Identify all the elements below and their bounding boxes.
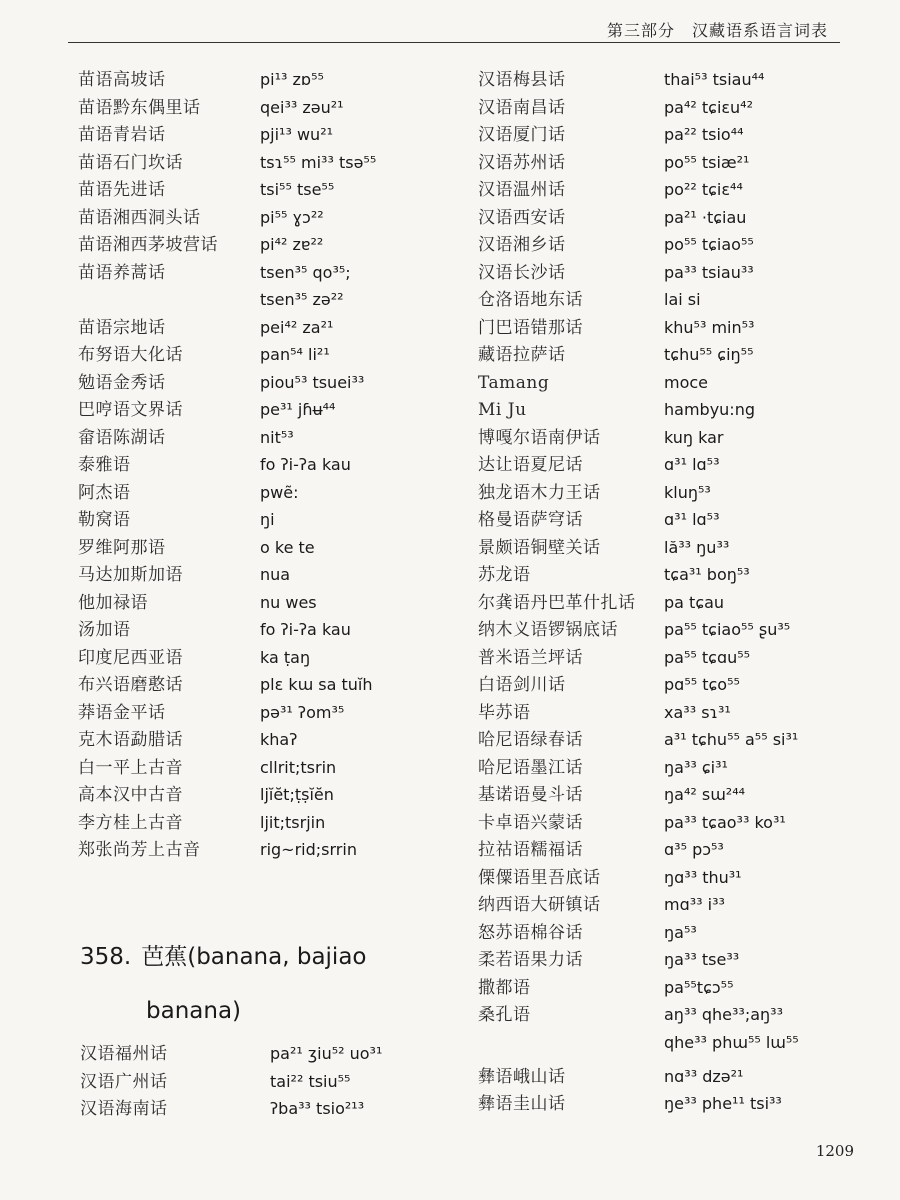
language-name: 勉语金秀话 bbox=[78, 372, 166, 393]
language-name: 苗语湘西茅坡营话 bbox=[78, 235, 218, 255]
language-name: 怒苏语棉谷话 bbox=[478, 922, 583, 943]
entry-row bbox=[478, 891, 858, 919]
word-form: pa⁴² tɕiɛu⁴² bbox=[664, 97, 754, 117]
word-form: ka ṭaŋ bbox=[260, 647, 311, 667]
entry-row bbox=[78, 424, 478, 452]
entry-row bbox=[478, 561, 858, 589]
entry-row bbox=[478, 204, 858, 232]
language-name: Tamang bbox=[478, 372, 550, 393]
word-form: piou⁵³ tsuei³³ bbox=[260, 372, 365, 392]
entry-row bbox=[478, 1029, 858, 1063]
word-form: tɕhu⁵⁵ ɕiŋ⁵⁵ bbox=[664, 345, 754, 364]
entry-row bbox=[78, 479, 478, 507]
word-form: hambyu:ng bbox=[664, 400, 755, 419]
word-form: pa⁵⁵tɕɔ⁵⁵ bbox=[664, 977, 734, 997]
entry-row bbox=[78, 836, 478, 864]
entry-row bbox=[78, 341, 478, 369]
language-name: 高本汉中古音 bbox=[78, 785, 183, 805]
word-form: nu wes bbox=[260, 592, 317, 612]
entry-row bbox=[478, 864, 858, 892]
entry-row bbox=[478, 506, 858, 534]
word-form: po²² tɕiɛ⁴⁴ bbox=[664, 180, 743, 199]
language-name: 汉语西安话 bbox=[478, 207, 566, 228]
left-column bbox=[78, 66, 478, 864]
section-number: 358. bbox=[80, 944, 132, 970]
entry-row bbox=[478, 616, 858, 644]
word-form: pi⁴² zɐ²² bbox=[260, 235, 324, 254]
word-form: plɛ kɯ sa tuĭh bbox=[260, 675, 373, 694]
language-name: 印度尼西亚语 bbox=[78, 647, 183, 668]
word-form: xa³³ sɿ³¹ bbox=[664, 702, 731, 722]
language-name: 藏语拉萨话 bbox=[478, 345, 566, 365]
language-name: 傈僳语里吾底话 bbox=[478, 867, 601, 888]
word-form: tsi⁵⁵ tse⁵⁵ bbox=[260, 180, 335, 199]
entry-row bbox=[80, 1040, 480, 1068]
word-form: pi⁵⁵ ɣɔ²² bbox=[260, 207, 324, 227]
word-form: pa³³ tsiau³³ bbox=[664, 262, 754, 282]
section-heading bbox=[80, 930, 410, 1038]
entry-row bbox=[478, 754, 858, 782]
word-form: mɑ³³ i³³ bbox=[664, 895, 725, 914]
language-name: 苏龙语 bbox=[478, 565, 531, 585]
word-form: ljit;tsrjin bbox=[260, 812, 326, 832]
word-form: pɑ⁵⁵ tɕo⁵⁵ bbox=[664, 675, 740, 694]
entry-row bbox=[78, 94, 478, 122]
word-form: ŋa³³ tse³³ bbox=[664, 950, 740, 969]
word-form: ljĭĕt;ṭṣĭĕn bbox=[260, 785, 334, 804]
language-name: 彝语峨山话 bbox=[478, 1066, 566, 1087]
entry-row bbox=[78, 534, 478, 562]
entry-row bbox=[78, 149, 478, 177]
entry-row bbox=[478, 396, 858, 424]
entry-row bbox=[478, 671, 858, 699]
entry-row bbox=[78, 781, 478, 809]
entry-row bbox=[78, 616, 478, 644]
word-form: a³¹ tɕhu⁵⁵ a⁵⁵ si³¹ bbox=[664, 730, 799, 749]
entry-row bbox=[478, 974, 858, 1002]
entry-row bbox=[78, 176, 478, 204]
language-name: 他加禄语 bbox=[78, 592, 148, 613]
running-header-title: 第三部分 汉藏语系语言词表 bbox=[606, 21, 828, 40]
language-name: 基诺语曼斗话 bbox=[478, 785, 583, 805]
word-form: kuŋ kar bbox=[664, 427, 724, 447]
entry-row bbox=[478, 589, 858, 617]
entry-row bbox=[78, 644, 478, 672]
word-form: qei³³ zəu²¹ bbox=[260, 97, 344, 117]
word-form: lai si bbox=[664, 290, 701, 309]
language-name: 畲语陈湖话 bbox=[78, 427, 166, 448]
language-name: 布兴语磨憨话 bbox=[78, 675, 183, 695]
language-name: 苗语青岩话 bbox=[78, 125, 166, 145]
language-name: 博嘎尔语南伊话 bbox=[478, 427, 601, 448]
entry-row bbox=[478, 726, 858, 754]
language-name: 苗语高坡话 bbox=[78, 70, 166, 90]
language-name: 苗语石门坎话 bbox=[78, 152, 183, 173]
entry-row bbox=[78, 561, 478, 589]
language-name: Mi Ju bbox=[478, 400, 527, 420]
word-form: ŋa⁴² sɯ²⁴⁴ bbox=[664, 785, 746, 804]
entry-row bbox=[78, 451, 478, 479]
entry-row bbox=[78, 726, 478, 754]
word-form: po⁵⁵ tsiæ²¹ bbox=[664, 152, 750, 172]
entry-row bbox=[478, 699, 858, 727]
language-name: 彝语圭山话 bbox=[478, 1094, 566, 1114]
section-title: 芭蕉(banana, bajiao bbox=[141, 944, 367, 970]
word-form: pə³¹ ʔom³⁵ bbox=[260, 702, 345, 722]
word-form: pa²¹ ·tɕiau bbox=[664, 207, 747, 227]
entry-row bbox=[478, 424, 858, 452]
header-rule bbox=[68, 42, 840, 43]
language-name: 苗语宗地话 bbox=[78, 317, 166, 338]
language-name: 克木语勐腊话 bbox=[78, 730, 183, 750]
entry-row bbox=[478, 1090, 858, 1118]
entry-row bbox=[78, 506, 478, 534]
word-form: fo ʔi-ʔa kau bbox=[260, 620, 351, 639]
language-name: 苗语先进话 bbox=[78, 180, 166, 200]
word-form: tɕa³¹ boŋ⁵³ bbox=[664, 565, 750, 584]
word-form: pei⁴² za²¹ bbox=[260, 317, 334, 337]
running-header bbox=[0, 0, 900, 44]
language-name: 纳木义语锣锅底话 bbox=[478, 620, 618, 640]
word-form: nua bbox=[260, 565, 291, 584]
language-name: 哈尼语绿春话 bbox=[478, 730, 583, 750]
word-form: lă³³ ŋu³³ bbox=[664, 537, 730, 557]
section-title-continued: banana) bbox=[146, 998, 242, 1024]
language-name: 独龙语木力王话 bbox=[478, 482, 601, 503]
entry-row bbox=[478, 66, 858, 94]
word-form: ŋa³³ ɕi³¹ bbox=[664, 757, 728, 777]
entry-row bbox=[478, 781, 858, 809]
word-form: tai²² tsiu⁵⁵ bbox=[270, 1071, 351, 1091]
language-name: 哈尼语墨江话 bbox=[478, 757, 583, 778]
entry-row bbox=[478, 259, 858, 287]
language-name: 罗维阿那语 bbox=[78, 537, 166, 558]
entry-row bbox=[78, 396, 478, 424]
entry-row bbox=[78, 369, 478, 397]
language-name: 汉语厦门话 bbox=[478, 125, 566, 145]
word-form: pe³¹ jɦʉ⁴⁴ bbox=[260, 400, 336, 419]
word-form: ŋa⁵³ bbox=[664, 922, 697, 942]
entry-row bbox=[78, 259, 478, 287]
entry-row bbox=[478, 121, 858, 149]
entry-row bbox=[478, 836, 858, 864]
page-number: 1209 bbox=[815, 1142, 854, 1160]
language-name: 撒都语 bbox=[478, 977, 531, 998]
word-form: ŋɑ³³ thu³¹ bbox=[664, 867, 742, 887]
language-name: 马达加斯加语 bbox=[78, 565, 183, 585]
word-form: pa²² tsio⁴⁴ bbox=[664, 125, 744, 144]
right-column bbox=[478, 66, 858, 1118]
word-form: tsɿ⁵⁵ mi³³ tsə⁵⁵ bbox=[260, 152, 377, 172]
entry-row bbox=[478, 919, 858, 947]
word-form: pwẽ: bbox=[260, 482, 299, 502]
entry-row bbox=[478, 369, 858, 397]
entry-row bbox=[80, 1095, 480, 1123]
language-name: 汉语温州话 bbox=[478, 180, 566, 200]
word-form: ɑ³¹ lɑ⁵³ bbox=[664, 455, 720, 474]
language-name: 格曼语萨穹话 bbox=[478, 510, 583, 530]
language-name: 阿杰语 bbox=[78, 482, 131, 503]
word-form: rig~rid;srrin bbox=[260, 840, 357, 859]
entry-row bbox=[78, 809, 478, 837]
word-form: pji¹³ wu²¹ bbox=[260, 125, 334, 144]
language-name: 汉语广州话 bbox=[80, 1071, 168, 1092]
entry-row bbox=[78, 589, 478, 617]
word-form: ŋi bbox=[260, 510, 275, 529]
entry-row bbox=[78, 754, 478, 782]
language-name: 郑张尚芳上古音 bbox=[78, 840, 201, 860]
language-name: 苗语湘西洞头话 bbox=[78, 207, 201, 228]
language-name: 汉语福州话 bbox=[80, 1044, 168, 1064]
entry-row bbox=[78, 699, 478, 727]
language-name: 莽语金平话 bbox=[78, 702, 166, 723]
word-form: o ke te bbox=[260, 537, 315, 557]
entry-row bbox=[78, 314, 478, 342]
word-form: kluŋ⁵³ bbox=[664, 482, 711, 502]
entry-row bbox=[478, 314, 858, 342]
language-name: 勒窝语 bbox=[78, 510, 131, 530]
language-name: 汉语梅县话 bbox=[478, 70, 566, 90]
word-form: ʔba³³ tsio²¹³ bbox=[270, 1099, 365, 1118]
entry-row bbox=[478, 286, 858, 314]
word-form: aŋ³³ qhe³³;aŋ³³ bbox=[664, 1005, 783, 1024]
section-entries bbox=[80, 1040, 480, 1123]
entry-row bbox=[478, 479, 858, 507]
language-name: 布努语大化话 bbox=[78, 345, 183, 365]
word-form: thai⁵³ tsiau⁴⁴ bbox=[664, 70, 765, 89]
language-name: 仓洛语地东话 bbox=[478, 290, 583, 310]
word-form: pi¹³ zɒ⁵⁵ bbox=[260, 70, 324, 89]
language-name: 苗语黔东偶里话 bbox=[78, 97, 201, 118]
language-name: 桑孔语 bbox=[478, 1005, 531, 1025]
word-form: nɑ³³ dzə²¹ bbox=[664, 1066, 744, 1086]
language-name: 苗语养蒿话 bbox=[78, 262, 166, 283]
entry-row bbox=[78, 231, 478, 259]
language-name: 汉语海南话 bbox=[80, 1099, 168, 1119]
word-form: pan⁵⁴ li²¹ bbox=[260, 345, 330, 364]
word-form: khu⁵³ min⁵³ bbox=[664, 317, 755, 337]
word-form: pa⁵⁵ tɕiao⁵⁵ ʂu³⁵ bbox=[664, 620, 791, 639]
language-name: 汉语苏州话 bbox=[478, 152, 566, 173]
language-name: 景颇语铜壁关话 bbox=[478, 537, 601, 558]
entry-row bbox=[478, 94, 858, 122]
word-form: nit⁵³ bbox=[260, 427, 294, 447]
entry-row bbox=[478, 809, 858, 837]
language-name: 李方桂上古音 bbox=[78, 812, 183, 833]
language-name: 白语剑川话 bbox=[478, 675, 566, 695]
word-form: fo ʔi-ʔa kau bbox=[260, 455, 351, 474]
word-form: cllrit;tsrin bbox=[260, 757, 337, 777]
language-name: 尔龚语丹巴革什扎话 bbox=[478, 592, 636, 613]
entry-row bbox=[78, 286, 478, 314]
entry-row bbox=[478, 534, 858, 562]
word-form: pa²¹ ʒiu⁵² uo³¹ bbox=[270, 1044, 383, 1063]
word-form: ɑ³⁵ pɔ⁵³ bbox=[664, 840, 724, 859]
language-name: 白一平上古音 bbox=[78, 757, 183, 778]
entry-row bbox=[78, 66, 478, 94]
word-form: po⁵⁵ tɕiao⁵⁵ bbox=[664, 235, 754, 254]
language-name: 拉祜语糯福话 bbox=[478, 840, 583, 860]
entry-row bbox=[478, 176, 858, 204]
language-name: 泰雅语 bbox=[78, 455, 131, 475]
language-name: 达让语夏尼话 bbox=[478, 455, 583, 475]
entry-row bbox=[478, 644, 858, 672]
word-form: khaʔ bbox=[260, 730, 298, 749]
language-name: 巴哼语文界话 bbox=[78, 400, 183, 420]
word-form: tsen³⁵ qo³⁵; bbox=[260, 262, 351, 282]
language-name: 汉语湘乡话 bbox=[478, 235, 566, 255]
word-form: pa⁵⁵ tɕɑu⁵⁵ bbox=[664, 647, 751, 667]
entry-row bbox=[478, 1001, 858, 1029]
entry-row bbox=[478, 341, 858, 369]
language-name: 毕苏语 bbox=[478, 702, 531, 723]
language-name: 柔若语果力话 bbox=[478, 950, 583, 970]
entry-row bbox=[78, 671, 478, 699]
language-name: 普米语兰坪话 bbox=[478, 647, 583, 668]
entry-row bbox=[478, 149, 858, 177]
language-name: 汉语长沙话 bbox=[478, 262, 566, 283]
word-form: moce bbox=[664, 372, 709, 392]
word-form: ɑ³¹ lɑ⁵³ bbox=[664, 510, 720, 529]
language-name: 纳西语大研镇话 bbox=[478, 895, 601, 915]
entry-row bbox=[78, 204, 478, 232]
word-form: tsen³⁵ zə²² bbox=[260, 290, 344, 309]
language-name: 汤加语 bbox=[78, 620, 131, 640]
word-form: ŋe³³ phe¹¹ tsi³³ bbox=[664, 1094, 782, 1113]
entry-row bbox=[478, 946, 858, 974]
entry-row bbox=[80, 1068, 480, 1096]
language-name: 卡卓语兴蒙话 bbox=[478, 812, 583, 833]
word-form: pa tɕau bbox=[664, 592, 725, 612]
language-name: 汉语南昌话 bbox=[478, 97, 566, 118]
word-form: qhe³³ phɯ⁵⁵ lɯ⁵⁵ bbox=[664, 1032, 799, 1052]
word-form: pa³³ tɕao³³ ko³¹ bbox=[664, 812, 786, 832]
entry-row bbox=[78, 121, 478, 149]
entry-row bbox=[478, 231, 858, 259]
language-name: 门巴语错那话 bbox=[478, 317, 583, 338]
entry-row bbox=[478, 451, 858, 479]
entry-row bbox=[478, 1063, 858, 1091]
